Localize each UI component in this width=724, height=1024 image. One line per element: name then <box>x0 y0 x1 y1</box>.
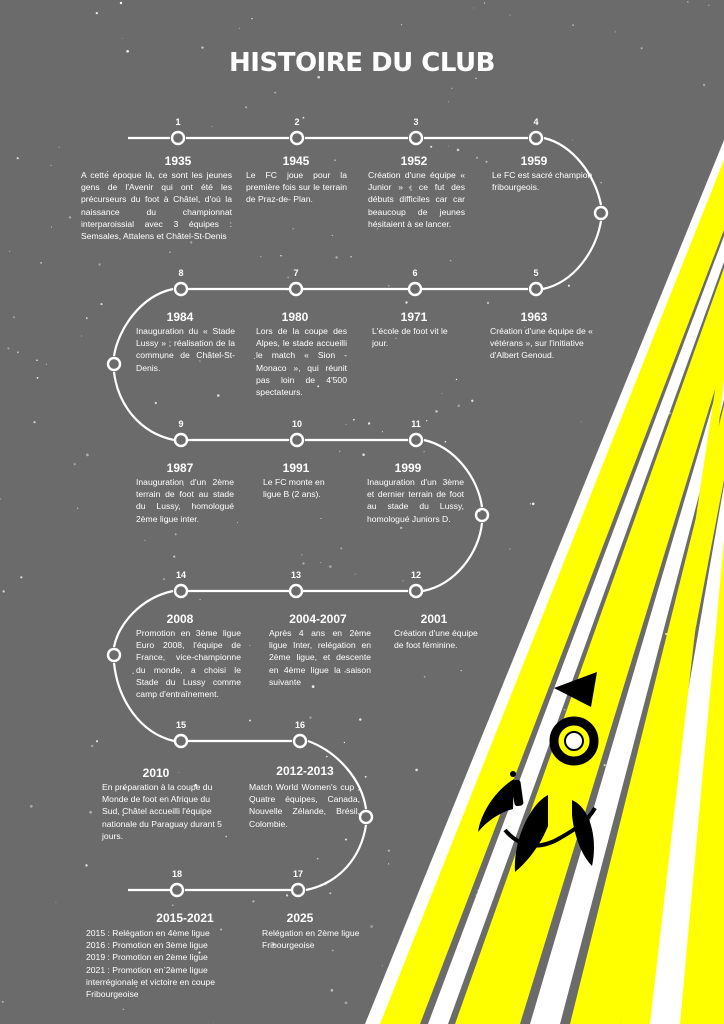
milestone-text-16: Match World Women's cup ; Quatre équipes, Canada, Nouvelle Zélande, Brésil, Colombie. <box>249 782 360 829</box>
star <box>96 740 98 742</box>
star <box>600 182 601 183</box>
milestone-number-4: 4 <box>533 117 539 127</box>
star <box>249 645 250 646</box>
star <box>3 590 5 592</box>
star <box>320 562 321 563</box>
star <box>17 157 19 159</box>
star <box>2 1001 4 1003</box>
star <box>445 441 447 443</box>
star <box>331 989 334 992</box>
milestone-number-5: 5 <box>533 268 539 278</box>
star <box>615 31 616 32</box>
star <box>86 317 88 319</box>
milestone-number-16: 16 <box>294 720 305 730</box>
star <box>430 146 432 148</box>
star <box>0 498 1 500</box>
star <box>335 256 337 258</box>
star <box>155 402 157 404</box>
milestone-text-10: Le FC monte en ligue B (2 ans). <box>263 477 325 500</box>
star <box>169 251 171 253</box>
milestone-year-6: 1971 <box>400 310 428 324</box>
star <box>355 574 356 575</box>
milestone-text-18: 2015 : Relégation en 4ème ligue 2016 : Promotion en 3ème ligue 2019 : Promotion en 2ème ligue 2021 : Promotion en 2ème ligue interrégionale et victoire en coupe Fribourgeoise <box>86 928 215 1000</box>
page-number: 02 <box>657 970 672 985</box>
star <box>510 549 511 550</box>
star <box>345 1001 348 1004</box>
milestone-year-3: 1952 <box>400 154 428 168</box>
star <box>96 12 98 14</box>
star <box>484 2 485 3</box>
star <box>708 5 709 6</box>
milestone-text-2: Le FC joue pour la première fois sur le terrain de Praz-de- Plan. <box>246 170 347 205</box>
star <box>572 139 573 140</box>
star <box>329 892 331 894</box>
milestone-text-4: Le FC est sacré champion fribourgeois. <box>492 170 593 193</box>
star <box>359 718 361 720</box>
star <box>402 580 403 581</box>
milestone-number-8: 8 <box>178 268 184 278</box>
star <box>471 400 473 402</box>
star <box>388 285 390 287</box>
star <box>260 256 261 257</box>
star <box>280 255 281 256</box>
star <box>292 228 294 230</box>
milestone-text-11: Inauguration d'un 3ème et dernier terrain de foot au stade du Lussy, homologué Juniors D. <box>367 477 464 524</box>
milestone-text-7: Lors de la coupe des Alpes, le stade accueilli le match « Sion -Monaco », qui réunit pas loin de 4'500 spectateurs. <box>256 326 347 398</box>
milestone-number-11: 11 <box>411 419 421 429</box>
milestone-year-18: 2015-2021 <box>156 911 214 925</box>
milestone-number-12: 12 <box>410 570 421 580</box>
star <box>172 904 174 906</box>
star <box>274 92 276 94</box>
star <box>365 776 367 778</box>
star <box>36 359 38 361</box>
milestone-number-13: 13 <box>290 570 301 580</box>
star <box>212 126 213 127</box>
star <box>286 894 288 896</box>
milestone-year-9: 1987 <box>166 461 194 475</box>
star <box>301 554 302 555</box>
star <box>456 379 457 380</box>
milestone-number-6: 6 <box>412 268 418 278</box>
milestone-year-8: 1984 <box>166 310 194 324</box>
star <box>461 670 462 671</box>
star <box>415 769 418 772</box>
star <box>173 556 175 558</box>
star <box>69 216 71 218</box>
star <box>51 227 52 228</box>
milestone-text-3: Création d'une équipe « Junior » ; ce fut des débuts difficiles car car beaucoup de jeunes hésitaient à se lancer. <box>368 170 465 229</box>
milestone-year-1: 1935 <box>164 154 192 168</box>
milestone-year-2: 1945 <box>282 154 310 168</box>
star <box>163 578 165 580</box>
star <box>217 394 220 397</box>
star <box>99 263 101 265</box>
milestone-text-1: A cette époque là, ce sont les jeunes gens de l'Avenir qui ont été les précurseurs du foot à Châtel, d'où la naissance du championnat interparoissial avec 3 équipes : Semsales, Attalens et Châtel-St-Denis <box>81 170 232 242</box>
milestone-text-12: Création d'une équipe de foot féminine. <box>394 628 478 651</box>
star <box>476 157 478 159</box>
star <box>424 451 425 452</box>
star <box>339 451 341 453</box>
star <box>317 858 319 860</box>
star <box>457 149 460 152</box>
star <box>33 421 35 423</box>
star <box>17 351 19 353</box>
star <box>326 756 327 757</box>
milestone-year-4: 1959 <box>520 154 548 168</box>
star <box>353 419 355 421</box>
star <box>334 159 336 161</box>
star <box>245 106 247 108</box>
star <box>401 24 402 25</box>
star <box>288 290 289 291</box>
star <box>237 522 238 523</box>
star <box>120 2 122 4</box>
star <box>55 902 56 903</box>
milestone-text-17: Relégation en 2ème ligue Fribourgeoise <box>262 928 360 951</box>
star <box>346 424 347 425</box>
star <box>329 565 332 568</box>
milestone-year-15: 2010 <box>142 766 170 780</box>
star <box>564 709 565 710</box>
milestone-year-5: 1963 <box>520 310 548 324</box>
star <box>604 764 606 766</box>
star <box>302 562 304 564</box>
star <box>100 303 102 305</box>
star <box>40 262 42 264</box>
milestone-year-10: 1991 <box>282 461 310 475</box>
star <box>46 364 47 365</box>
star <box>382 431 383 432</box>
milestone-number-2: 2 <box>294 117 300 127</box>
star <box>85 864 87 866</box>
star <box>37 377 39 379</box>
star <box>703 84 705 86</box>
star <box>350 256 352 258</box>
milestone-number-10: 10 <box>291 419 302 429</box>
star <box>581 422 582 423</box>
milestone-text-8: Inauguration du « Stade Lussy » ; réalisation de la commune de Châtel-St-Denis. <box>136 326 235 373</box>
star <box>132 673 133 674</box>
star <box>473 7 474 8</box>
milestone-year-16: 2012-2013 <box>276 764 334 778</box>
milestone-number-7: 7 <box>293 268 299 278</box>
star <box>382 965 383 966</box>
star <box>400 527 402 529</box>
star <box>30 805 33 808</box>
star <box>370 925 373 928</box>
star <box>200 599 201 600</box>
milestone-year-13: 2004-2007 <box>289 612 347 626</box>
star <box>251 18 252 19</box>
star <box>7 347 9 349</box>
milestone-number-1: 1 <box>175 117 181 127</box>
star <box>81 336 82 337</box>
star <box>213 1022 214 1023</box>
star <box>340 547 342 549</box>
star <box>451 88 453 90</box>
star <box>344 742 345 743</box>
star <box>532 502 535 505</box>
star <box>448 146 449 147</box>
star <box>368 422 370 424</box>
star <box>123 1008 125 1010</box>
star <box>74 463 76 465</box>
star <box>20 576 22 578</box>
star <box>86 454 89 457</box>
star <box>572 24 574 26</box>
milestone-year-11: 1999 <box>394 461 422 475</box>
star <box>239 28 240 29</box>
star <box>254 358 255 359</box>
milestone-year-17: 2025 <box>286 911 314 925</box>
milestone-text-13: Après 4 ans en 2ème ligue Inter, relégation en 2ème ligue, et descente en 4ème ligue la saison suivante <box>269 628 371 687</box>
milestone-number-14: 14 <box>175 570 186 580</box>
star <box>77 507 79 509</box>
star <box>441 393 442 394</box>
star <box>122 38 123 39</box>
milestone-text-14: Promotion en 3ème ligue Euro 2008, l'équipe de France, vice-championne du monde, a choisi le Stade du Lussy comme camp d'entraînement. <box>136 628 241 700</box>
star <box>487 302 489 304</box>
milestone-text-5: Création d'une équipe de « vétérans », sur l'initiative d'Albert Genoud. <box>490 326 593 361</box>
star <box>332 235 333 236</box>
star <box>457 405 459 407</box>
star <box>705 181 706 182</box>
star <box>426 420 427 421</box>
milestone-number-15: 15 <box>175 720 186 730</box>
star <box>388 849 390 851</box>
milestone-year-14: 2008 <box>166 612 194 626</box>
milestone-number-18: 18 <box>171 869 182 879</box>
star <box>225 836 227 838</box>
star <box>510 14 511 15</box>
star <box>424 676 426 678</box>
milestone-text-15: En préparation à la coupe du Monde de foot en Afrique du Sud, Châtel accueilli l'équipe nationale du Paraguay durant 5 jours. <box>102 782 222 841</box>
star <box>309 717 311 719</box>
milestone-number-9: 9 <box>178 419 184 429</box>
star <box>568 285 570 287</box>
star <box>345 839 347 841</box>
star <box>450 260 452 262</box>
star <box>687 1 688 2</box>
star <box>175 533 177 535</box>
star <box>13 316 15 318</box>
star <box>59 147 60 148</box>
star <box>486 161 488 163</box>
star <box>144 540 145 541</box>
star <box>252 900 254 902</box>
page-title: HISTOIRE DU CLUB <box>229 48 495 78</box>
star <box>89 811 92 814</box>
milestone-year-7: 1980 <box>281 310 309 324</box>
milestone-text-6: L'école de foot vit le jour. <box>372 326 448 349</box>
star <box>362 453 365 456</box>
star <box>91 745 94 748</box>
star <box>448 101 449 102</box>
star <box>435 410 437 412</box>
milestone-text-9: Inauguration d'un 2ème terrain de foot au stade du Lussy, homologué 2ème ligue inter. <box>136 477 234 524</box>
star <box>249 720 251 722</box>
milestone-year-12: 2001 <box>420 612 448 626</box>
star <box>320 518 321 519</box>
star <box>388 863 389 864</box>
star <box>405 301 407 303</box>
milestone-number-17: 17 <box>292 869 303 879</box>
star <box>530 503 531 504</box>
star <box>9 251 10 252</box>
star <box>51 165 52 166</box>
milestone-number-3: 3 <box>413 117 419 127</box>
